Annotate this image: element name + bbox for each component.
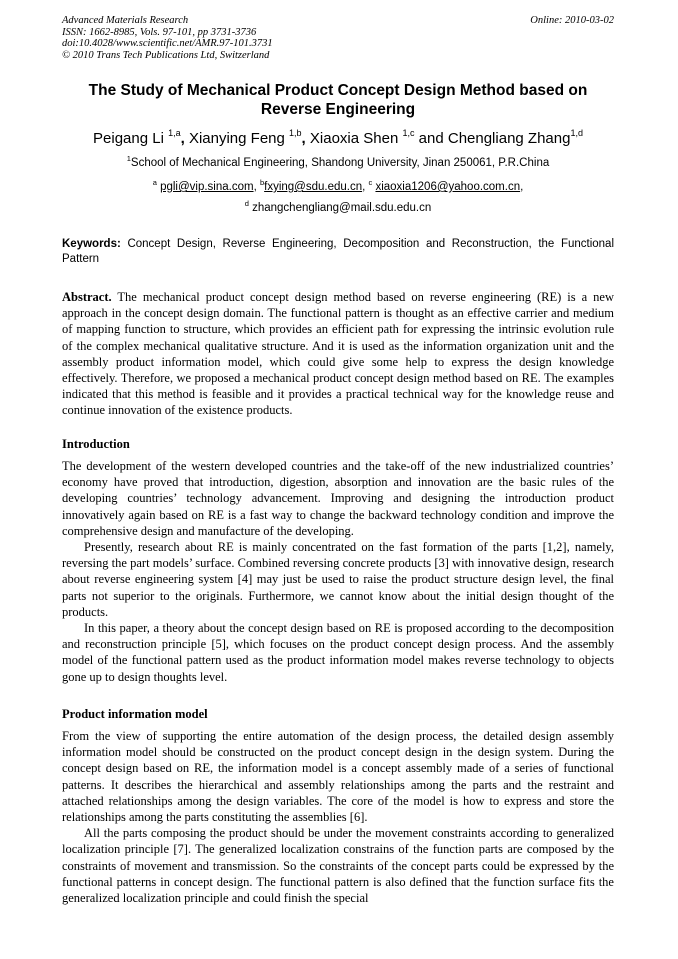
product-model-heading: Product information model [62, 707, 208, 721]
email-mark: d [244, 199, 249, 208]
email-mark: b [259, 178, 265, 187]
introduction-body [62, 458, 614, 685]
author-separator: , [180, 130, 189, 147]
keywords-text: Concept Design, Reverse Engineering, Decomposition and Reconstruction, the Functional Pattern [62, 238, 615, 265]
title-line-2: Reverse Engineering [260, 101, 416, 118]
author-name: Xianying Feng [188, 130, 285, 147]
author-and: and [418, 130, 444, 147]
abstract-label: Abstract. [62, 290, 112, 304]
paragraph: All the parts composing the product should be under the movement constraints according to generalized localization principle [7]. The generalized localization constrains of the function parts are composed by the constraints of movement and transmission. So the constraints of the concept parts could be expressed by the functional patterns in concept design. The functional pattern is also defined that the function surface fits the generalized localization principle and could finish the special [62, 826, 614, 906]
author-list [62, 130, 614, 148]
affiliation [62, 156, 614, 170]
author-affiliation-mark: 1,d [570, 128, 583, 138]
email-link[interactable]: xiaoxia1206@yahoo.com.cn [375, 181, 521, 193]
email-line-1: $^a$ pgli@vip.sina.com, $^b$fxying@sdu.edu.cn, $^c$ xiaoxia1206@yahoo.com.cn, [152, 178, 524, 193]
abstract [62, 289, 614, 419]
paragraph: The development of the western developed countries and the take-off of the new industrialized countries’ economy have proved that introduction, digestion, absorption and innovation are the basic rules of the developing countries’ technology advancement. Improving and designing the introduction product innovatively again based on RE is a fast way to change the backward technology condition and improve the comprehensive design and manufacture of the developing. [62, 459, 614, 538]
paragraph: From the view of supporting the entire automation of the design process, the detailed design assembly information model should be constructed on the product concept design in the design system. During the concept design based on RE, the information model is a concept assembly made of a series of functional patterns. It describes the hierarchical and assembly relationships among the parts and the restraint and attached relationships among the design variables. The core of the model is how to express and store the relationships among the parts constituting the assemblies [6]. [62, 729, 614, 825]
product-model-body [62, 728, 614, 906]
paragraph: In this paper, a theory about the concept design based on RE is proposed according to the decomposition and reconstruction principle [5], which focuses on the product concept design process. And the assembly model of the functional pattern used as the product information model makes reverse technology to objects gone up to design thoughts level. [62, 621, 614, 684]
author-affiliation-mark: 1,b [289, 128, 302, 138]
author-separator: , [301, 130, 310, 147]
email-mark: a [152, 178, 157, 187]
email-mark: c [368, 178, 373, 187]
introduction-heading: Introduction [62, 437, 130, 451]
journal-name: Advanced Materials Research [62, 15, 189, 26]
author-name: Xiaoxia Shen [309, 130, 399, 147]
affiliation-text: School of Mechanical Engineering, Shandong University, Jinan 250061, P.R.China [130, 157, 550, 169]
email-link[interactable]: pgli@vip.sina.com [160, 181, 254, 193]
email-link[interactable]: zhangchengliang@mail.sdu.edu.cn [252, 202, 432, 214]
title-line-1: The Study of Mechanical Product Concept Design Method based on [88, 82, 588, 99]
author-name: Peigang Li [93, 130, 164, 147]
issn-line: ISSN: 1662-8985, Vols. 97-101, pp 3731-3736 [62, 26, 257, 38]
author-affiliation-mark: 1,c [402, 128, 415, 138]
journal-header [62, 15, 273, 61]
doi-line: doi:10.4028/www.scientific.net/AMR.97-101.3731 [62, 38, 273, 49]
copyright-line: © 2010 Trans Tech Publications Ltd, Switzerland [62, 49, 270, 61]
online-date: Online: 2010-03-02 [530, 15, 614, 26]
affiliation-mark: 1 [126, 154, 131, 163]
paper-title [62, 81, 614, 119]
keywords [62, 237, 614, 266]
email-link[interactable]: fxying@sdu.edu.cn [264, 181, 363, 193]
author-affiliation-mark: 1,a [168, 128, 181, 138]
keywords-label: Keywords: [62, 238, 121, 250]
email-line-2 [62, 201, 614, 215]
abstract-text: The mechanical product concept design method based on reverse engineering (RE) is a new approach in the concept design domain. The functional pattern is thought as an effective carrier and medium of mapping function to structure, which provides an efficient path for expressing the intrinsic evolution rule of the complex mechanical qualitative structure. And it is used as the information organization unit and the assembly product information model, which could give some help to express the design knowledge effectively. Therefore, we proposed a mechanical product concept design method based on RE. The examples indicated that this method is feasible and it provides a practical technical way for the knowledge reuse and continue innovation of the existence products. [62, 290, 614, 418]
author-name: Chengliang Zhang [447, 130, 571, 147]
paragraph: Presently, research about RE is mainly concentrated on the fast formation of the parts [1,2], namely, reversing the part models’ surface. Combined reversing concrete products [3] with innovative design, research about reverse engineering system [4] may just be used to raise the product structure design level, the final parts not superior to the originals. Furthermore, we cannot know about the initial design thought of the products. [62, 540, 614, 619]
